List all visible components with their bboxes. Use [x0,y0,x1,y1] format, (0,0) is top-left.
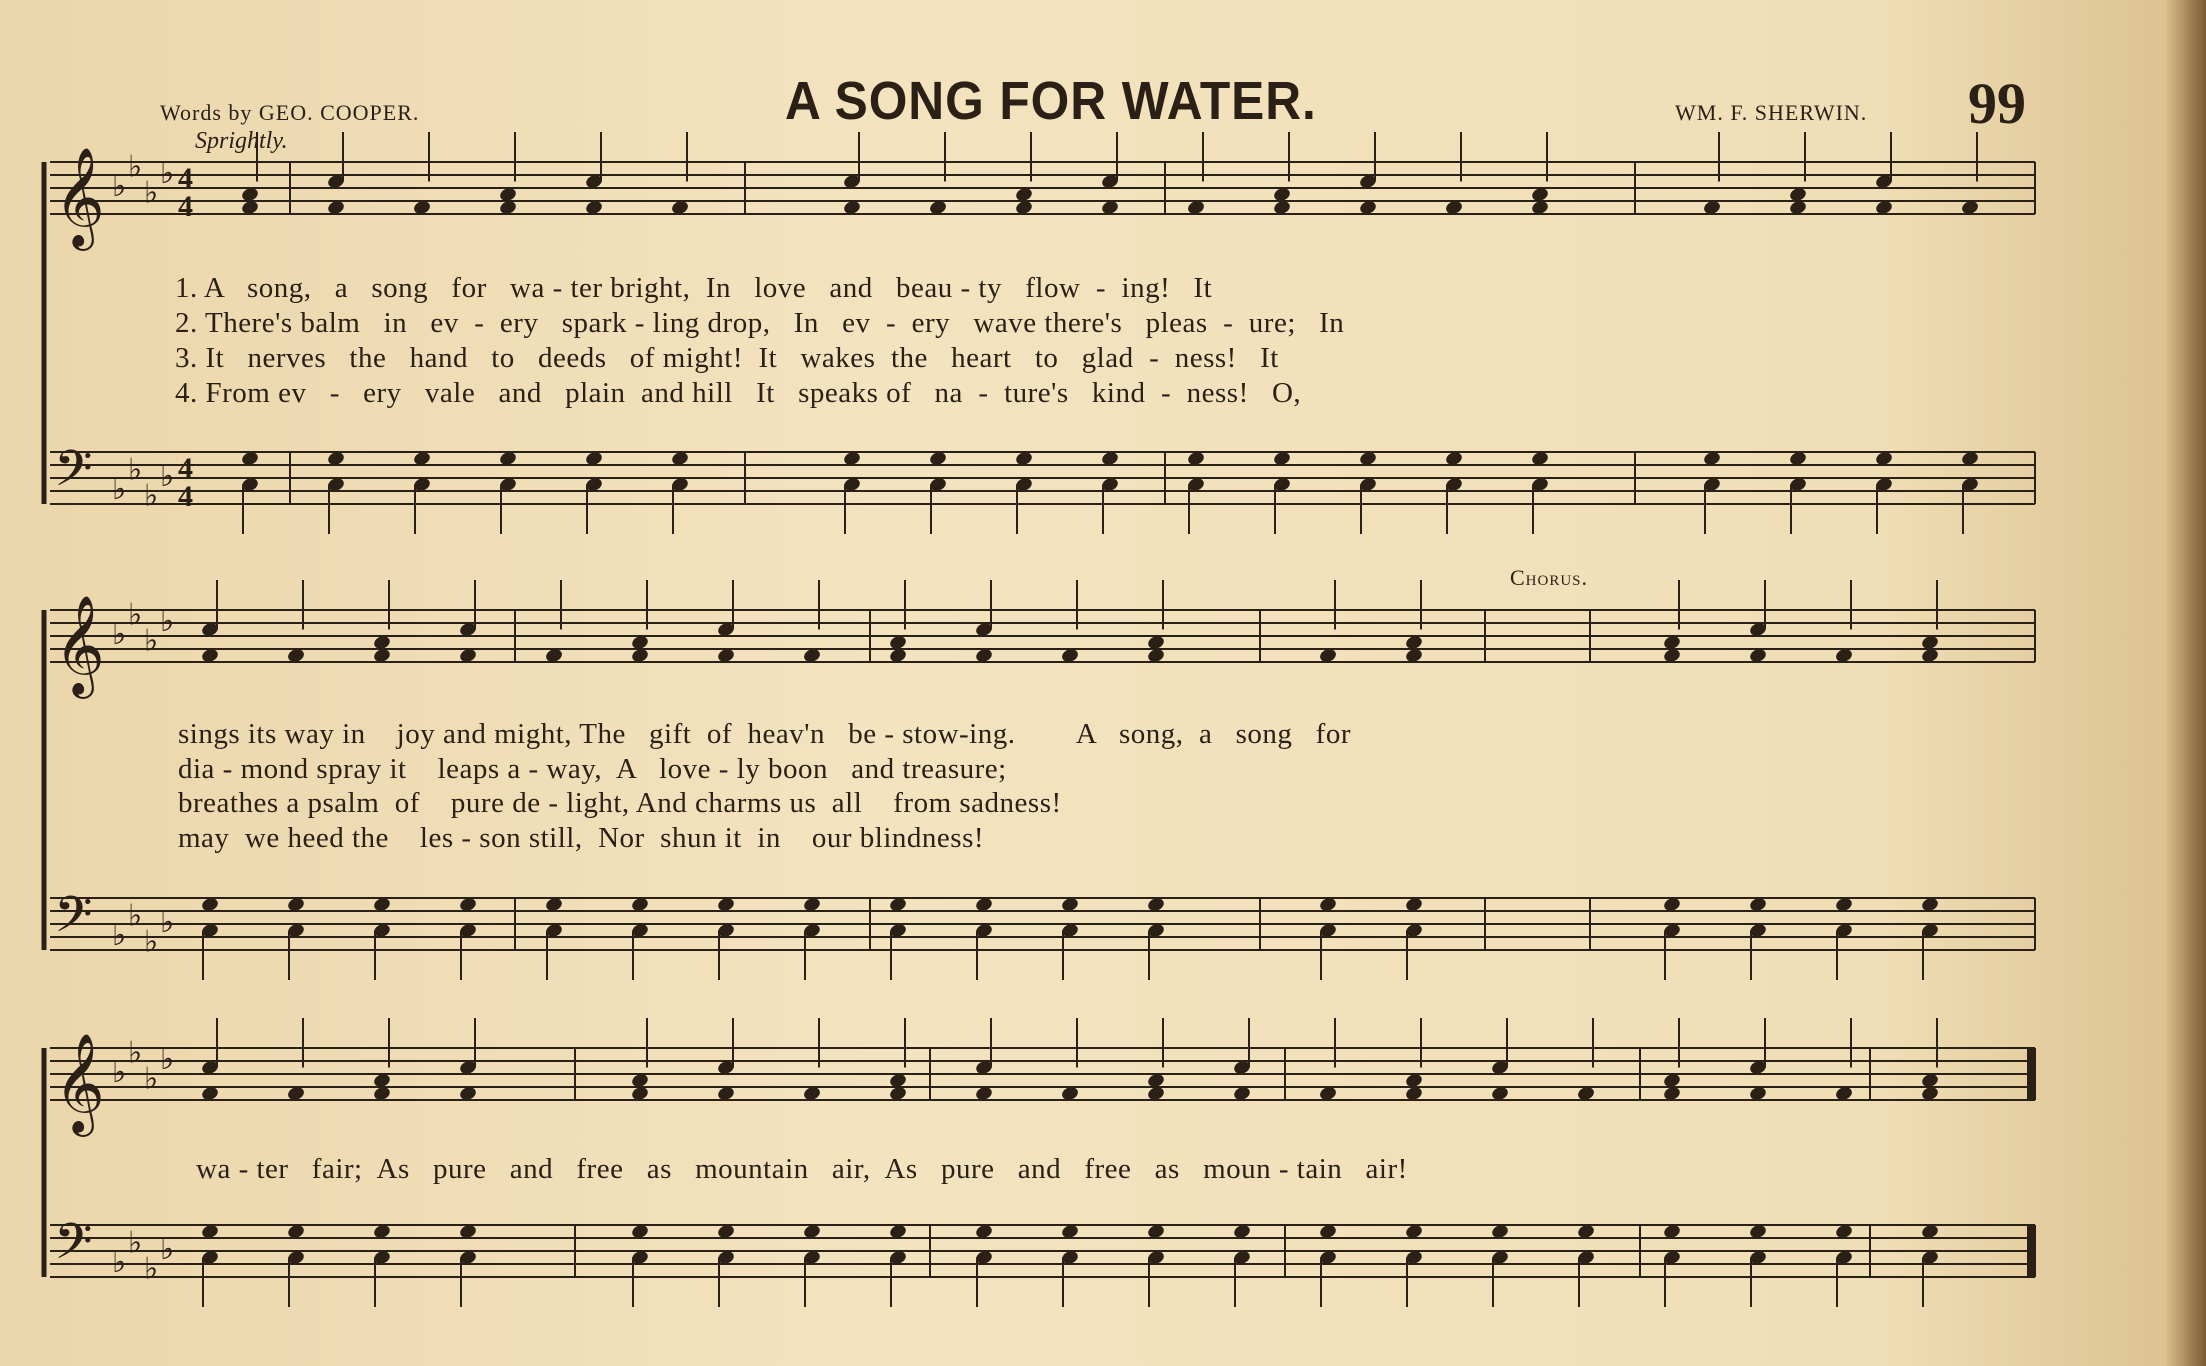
flat-sign-icon: ♭ [112,1055,127,1090]
flat-sign-icon: ♭ [160,459,175,494]
flat-sign-icon: ♭ [144,1061,159,1097]
flat-sign-icon: ♭ [160,1042,175,1077]
flat-sign-icon: ♭ [112,169,127,204]
flat-sign-icon: ♭ [144,924,159,960]
flat-sign-icon: ♭ [160,905,175,940]
final-barline [2027,1048,2035,1100]
treble-clef-icon: 𝄞 [54,147,105,247]
final-barline [2027,1225,2035,1277]
flat-sign-icon: ♭ [144,1251,159,1287]
lyric-verse-3-line-1: 3. It nerves the hand to deeds of might! It wakes the heart to glad - ness! It [175,342,1279,374]
time-signature-bottom: 4 [178,480,193,513]
flat-sign-icon: ♭ [128,597,143,633]
lyric-verse-1-line-1: 1. A song, a song for wa - ter bright, In love and beau - ty flow - ing! It [175,272,1213,304]
flat-sign-icon: ♭ [128,149,143,185]
treble-clef-icon: 𝄞 [54,1033,105,1133]
composer-credit: WM. F. SHERWIN. [1675,100,1868,125]
bass-clef-icon: 𝄢 [54,1213,93,1283]
time-signature-top: 4 [178,162,193,195]
flat-sign-icon: ♭ [144,478,159,514]
flat-sign-icon: ♭ [128,452,143,488]
flat-sign-icon: ♭ [112,1245,127,1280]
flat-sign-icon: ♭ [160,156,175,191]
flat-sign-icon: ♭ [112,617,127,652]
tempo-marking: Sprightly. [195,128,288,154]
lyric-verse-2-line-2: dia - mond spray it leaps a - way, A love - ly boon and treasure; [178,753,1007,785]
flat-sign-icon: ♭ [144,623,159,659]
time-signature-top: 4 [178,452,193,485]
flat-sign-icon: ♭ [112,918,127,953]
flat-sign-icon: ♭ [128,1225,143,1261]
flat-sign-icon: ♭ [160,1232,175,1267]
flat-sign-icon: ♭ [112,472,127,507]
page-number: 99 [1968,71,2026,136]
lyric-verse-3-line-2: breathes a psalm of pure de - light, And charms us all from sadness! [178,787,1062,819]
bass-clef-icon: 𝄢 [54,440,93,510]
flat-sign-icon: ♭ [128,898,143,934]
time-signature-bottom: 4 [178,190,193,223]
chorus-label: Chorus. [1510,565,1589,590]
lyric-verse-4-line-2: may we heed the les - son still, Nor shun it in our blindness! [178,822,985,854]
lyric-verse-1-line-2: sings its way in joy and might, The gift of heav'n be - stow-ing. A song, a song for [178,718,1351,750]
song-title: A SONG FOR WATER. [785,71,1317,131]
treble-clef-icon: 𝄞 [54,595,105,695]
lyric-verse-4-line-1: 4. From ev - ery vale and plain and hill It speaks of na - ture's kind - ness! O, [175,377,1302,409]
lyric-verse-2-line-1: 2. There's balm in ev - ery spark - ling drop, In ev - ery wave there's pleas - ure; In [175,307,1345,339]
flat-sign-icon: ♭ [128,1035,143,1071]
flat-sign-icon: ♭ [144,175,159,211]
bass-clef-icon: 𝄢 [54,886,93,956]
flat-sign-icon: ♭ [160,604,175,639]
words-credit: Words by GEO. COOPER. [160,100,420,125]
lyric-refrain-line-3: wa - ter fair; As pure and free as mountain air, As pure and free as moun - tain air! [196,1153,1408,1185]
